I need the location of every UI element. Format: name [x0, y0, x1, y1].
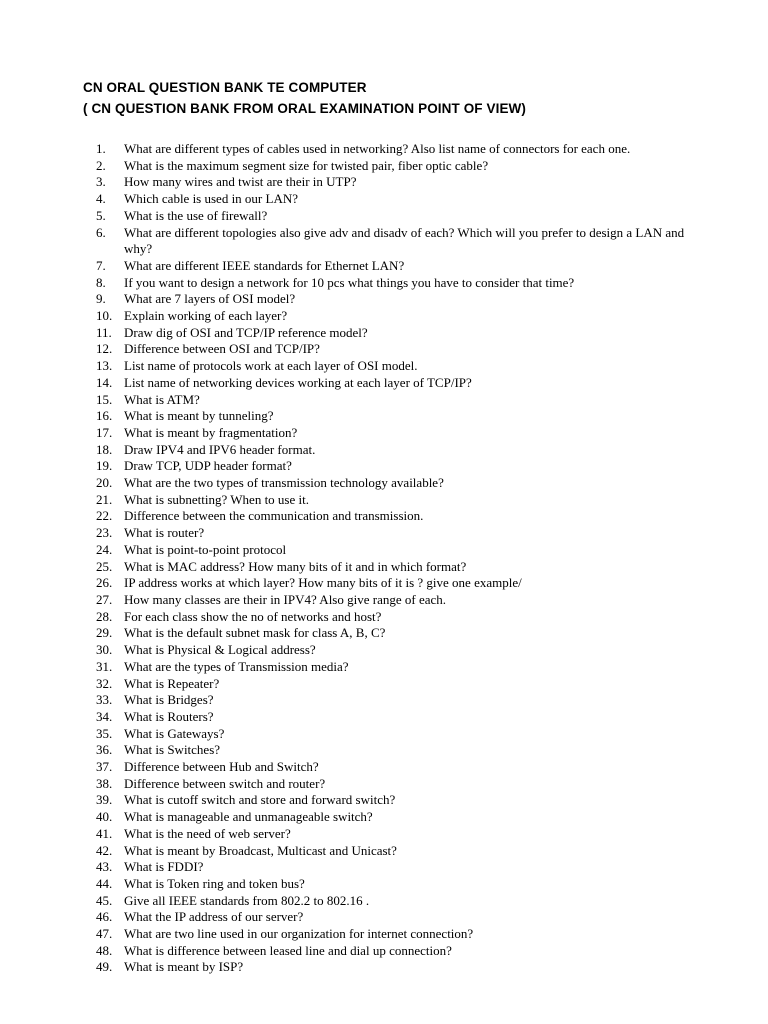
question-text: What is meant by fragmentation?: [124, 424, 298, 440]
question-text: What is manageable and unmanageable switch?: [124, 809, 373, 825]
question-number: 42.: [96, 842, 113, 858]
question-text: What are two line used in our organization for internet connection?: [124, 926, 474, 942]
list-item: [0, 141, 768, 158]
question-text: What are different IEEE standards for Ethernet LAN?: [124, 257, 405, 273]
question-text: Explain working of each layer?: [124, 308, 288, 324]
list-item: [0, 542, 768, 559]
list-item: [0, 759, 768, 776]
list-item: [0, 508, 768, 525]
list-item: [0, 174, 768, 191]
question-number: 21.: [96, 491, 113, 507]
list-item: [0, 625, 768, 642]
question-number: 12.: [96, 341, 113, 357]
question-text: What is the use of firewall?: [124, 207, 268, 223]
list-item: [0, 408, 768, 425]
list-item: [0, 893, 768, 910]
question-number: 25.: [96, 558, 113, 574]
question-number: 45.: [96, 892, 113, 908]
list-item: [0, 826, 768, 843]
question-number: 47.: [96, 926, 113, 942]
list-item: [0, 859, 768, 876]
question-text: What is the need of web server?: [124, 825, 291, 841]
question-list: [0, 141, 768, 976]
page-subtitle: ( CN QUESTION BANK FROM ORAL EXAMINATION POINT OF VIEW): [83, 101, 526, 116]
list-item: [0, 592, 768, 609]
list-item: [0, 358, 768, 375]
list-item: [0, 458, 768, 475]
list-item: [0, 692, 768, 709]
question-number: 5.: [96, 207, 106, 223]
question-number: 18.: [96, 441, 113, 457]
question-number: 33.: [96, 692, 113, 708]
question-number: 30.: [96, 642, 113, 658]
list-item: [0, 943, 768, 960]
list-item: [0, 642, 768, 659]
question-number: 14.: [96, 374, 113, 390]
question-number: 15.: [96, 391, 113, 407]
list-item: [0, 809, 768, 826]
question-number: 29.: [96, 625, 113, 641]
question-number: 13.: [96, 358, 113, 374]
question-text: Draw TCP, UDP header format?: [124, 458, 292, 474]
question-text: What is Gateways?: [124, 725, 225, 741]
question-number: 10.: [96, 308, 113, 324]
question-number: 2.: [96, 157, 106, 173]
list-item: [0, 492, 768, 509]
list-item: [0, 308, 768, 325]
question-text: Difference between switch and router?: [124, 775, 326, 791]
question-number: 34.: [96, 708, 113, 724]
question-text: What are the two types of transmission technology available?: [124, 475, 444, 491]
list-item: [0, 575, 768, 592]
question-number: 39.: [96, 792, 113, 808]
list-item: [0, 191, 768, 208]
question-text: What is meant by tunneling?: [124, 408, 274, 424]
list-item: [0, 341, 768, 358]
list-item: [0, 659, 768, 676]
question-number: 23.: [96, 525, 113, 541]
question-number: 44.: [96, 875, 113, 891]
list-item: [0, 559, 768, 576]
question-number: 17.: [96, 424, 113, 440]
question-number: 48.: [96, 942, 113, 958]
question-text: Give all IEEE standards from 802.2 to 802.16 .: [124, 892, 370, 908]
question-number: 1.: [96, 141, 106, 156]
question-text: Draw IPV4 and IPV6 header format.: [124, 441, 316, 457]
question-text: What is the default subnet mask for class A, B, C?: [124, 625, 386, 641]
question-text: What are 7 layers of OSI model?: [124, 291, 296, 307]
question-number: 27.: [96, 591, 113, 607]
question-text: What the IP address of our server?: [124, 909, 304, 925]
question-text: IP address works at which layer? How many bits of it is ? give one example/: [124, 575, 522, 591]
question-number: 37.: [96, 759, 113, 775]
question-text: How many classes are their in IPV4? Also give range of each.: [124, 591, 447, 607]
question-number: 7.: [96, 257, 106, 273]
question-text: What are different topologies also give adv and disadv of each? Which will you prefer to design a LAN and why?: [124, 224, 685, 257]
question-text: What is Repeater?: [124, 675, 220, 691]
question-number: 46.: [96, 909, 113, 925]
question-number: 6.: [96, 224, 106, 240]
question-number: 28.: [96, 608, 113, 624]
question-number: 11.: [96, 324, 112, 340]
page-title: CN ORAL QUESTION BANK TE COMPUTER: [83, 80, 367, 95]
question-text: What is Routers?: [124, 708, 214, 724]
list-item: [0, 909, 768, 926]
list-item: [0, 375, 768, 392]
question-number: 35.: [96, 725, 113, 741]
question-text: What is Physical & Logical address?: [124, 642, 316, 658]
list-item: [0, 291, 768, 308]
question-text: What is cutoff switch and store and forward switch?: [124, 792, 396, 808]
question-number: 40.: [96, 809, 113, 825]
question-text: What is Token ring and token bus?: [124, 875, 305, 891]
question-number: 4.: [96, 191, 106, 207]
list-item: [0, 525, 768, 542]
question-number: 38.: [96, 775, 113, 791]
question-number: 26.: [96, 575, 113, 591]
list-item: [0, 158, 768, 175]
question-number: 22.: [96, 508, 113, 524]
list-item: [0, 275, 768, 292]
question-text: For each class show the no of networks and host?: [124, 608, 382, 624]
question-text: What is Switches?: [124, 742, 221, 758]
list-item: [0, 258, 768, 275]
list-item: [0, 776, 768, 793]
list-item: [0, 208, 768, 225]
list-item: [0, 225, 768, 258]
question-text: What is point-to-point protocol: [124, 541, 287, 557]
question-text: What is subnetting? When to use it.: [124, 491, 309, 507]
question-text: Which cable is used in our LAN?: [124, 191, 299, 207]
question-number: 49.: [96, 959, 113, 975]
question-number: 3.: [96, 174, 106, 190]
list-item: [0, 959, 768, 976]
question-number: 43.: [96, 859, 113, 875]
question-number: 36.: [96, 742, 113, 758]
question-text: If you want to design a network for 10 pcs what things you have to consider that time?: [124, 274, 575, 290]
question-number: 20.: [96, 475, 113, 491]
question-text: How many wires and twist are their in UTP?: [124, 174, 357, 190]
list-item: [0, 392, 768, 409]
question-text: What is difference between leased line and dial up connection?: [124, 942, 452, 958]
question-number: 8.: [96, 274, 106, 290]
list-item: [0, 792, 768, 809]
question-text: List name of protocols work at each layer of OSI model.: [124, 358, 418, 374]
question-number: 32.: [96, 675, 113, 691]
list-item: [0, 442, 768, 459]
question-text: What is FDDI?: [124, 859, 204, 875]
question-number: 16.: [96, 408, 113, 424]
question-number: 9.: [96, 291, 106, 307]
list-item: [0, 726, 768, 743]
question-text: What is MAC address? How many bits of it and in which format?: [124, 558, 467, 574]
question-text: Difference between Hub and Switch?: [124, 759, 319, 775]
question-text: What is ATM?: [124, 391, 200, 407]
list-item: [0, 709, 768, 726]
question-number: 24.: [96, 541, 113, 557]
question-text: What is meant by Broadcast, Multicast and Unicast?: [124, 842, 397, 858]
question-text: What is meant by ISP?: [124, 959, 244, 975]
question-text: What are different types of cables used in networking? Also list name of connectors for each one.: [124, 141, 631, 156]
question-text: What is the maximum segment size for twisted pair, fiber optic cable?: [124, 157, 489, 173]
list-item: [0, 475, 768, 492]
question-text: List name of networking devices working at each layer of TCP/IP?: [124, 374, 472, 390]
list-item: [0, 742, 768, 759]
question-text: Draw dig of OSI and TCP/IP reference model?: [124, 324, 368, 340]
list-item: [0, 609, 768, 626]
question-number: 41.: [96, 825, 113, 841]
question-text: What is router?: [124, 525, 205, 541]
question-text: What is Bridges?: [124, 692, 214, 708]
list-item: [0, 425, 768, 442]
question-number: 19.: [96, 458, 113, 474]
question-text: Difference between OSI and TCP/IP?: [124, 341, 320, 357]
list-item: [0, 325, 768, 342]
question-text: Difference between the communication and transmission.: [124, 508, 424, 524]
list-item: [0, 843, 768, 860]
list-item: [0, 876, 768, 893]
list-item: [0, 676, 768, 693]
question-number: 31.: [96, 658, 113, 674]
list-item: [0, 926, 768, 943]
question-text: What are the types of Transmission media?: [124, 658, 349, 674]
